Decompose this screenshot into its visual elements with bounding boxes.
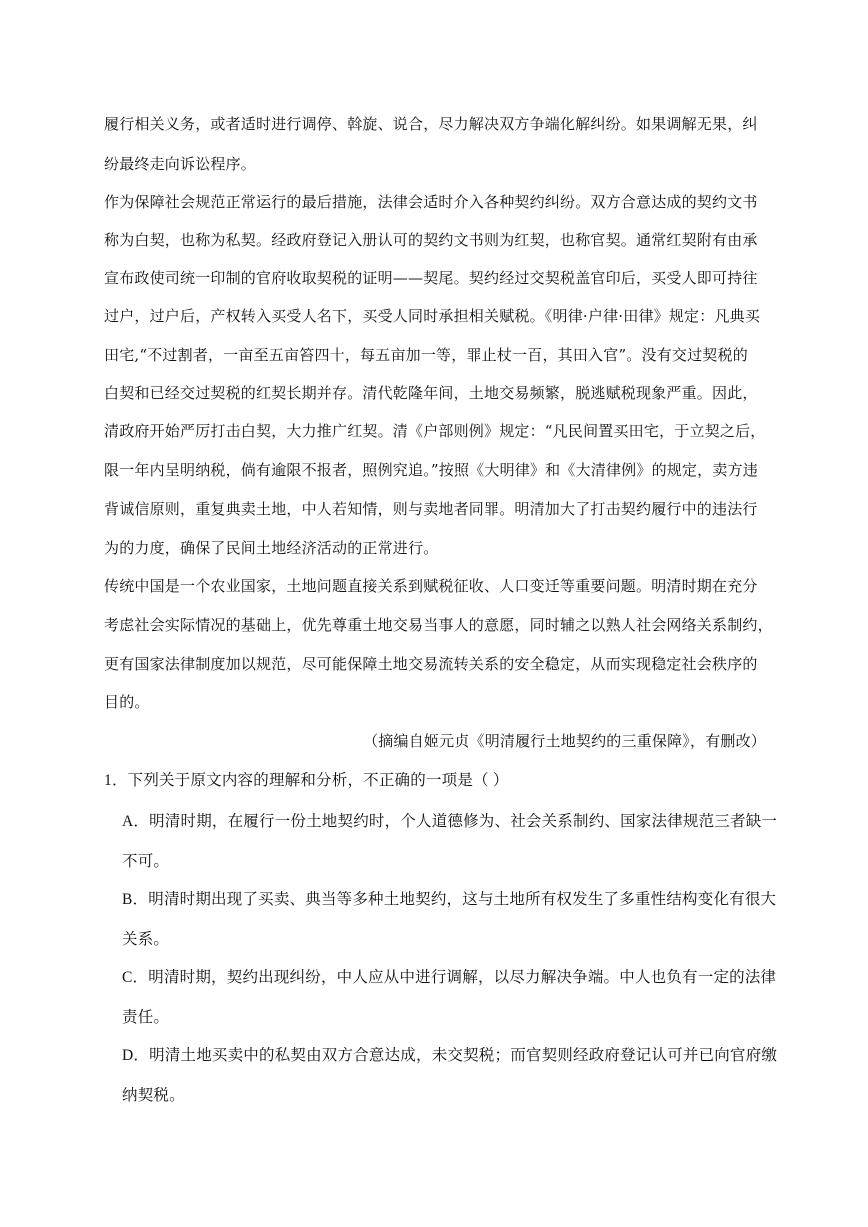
passage-line: 为的力度，确保了民间土地经济活动的正常进行。: [104, 539, 439, 557]
option-b-line-2[interactable]: 关系。: [122, 931, 170, 948]
option-b-line-1[interactable]: B．明清时期出现了买卖、典当等多种土地契约，这与土地所有权发生了多重性结构变化有很大: [122, 891, 777, 908]
passage-line: 目的。: [104, 693, 150, 711]
passage-line: 纷最终走向诉讼程序。: [104, 155, 257, 173]
passage-line: 履行相关义务，或者适时进行调停、斡旋、说合，尽力解决双方争端化解纠纷。如果调解无果，纠: [104, 115, 758, 133]
source-citation: （摘编自姬元贞《明清履行土地契约的三重保障》，有删改）: [363, 732, 766, 750]
option-d-line-1[interactable]: D．明清土地买卖中的私契由双方合意达成，未交契税；而官契则经政府登记认可并已向官府缴: [122, 1047, 778, 1064]
passage-line: 考虑社会实际情况的基础上，优先尊重土地交易当事人的意愿，同时辅之以熟人社会网络关系制约，: [104, 616, 773, 634]
question-stem: 1．下列关于原文内容的理解和分析，不正确的一项是（ ）: [104, 772, 509, 789]
passage-line: 限一年内呈明纳税，倘有逾限不报者，照例究追。”按照《大明律》和《大清律例》的规定，卖方违: [104, 461, 758, 479]
passage-line: 称为白契，也称为私契。经政府登记入册认可的契约文书则为红契，也称官契。通常红契附有由承: [104, 231, 758, 249]
passage-line: 田宅,“不过割者，一亩至五亩笞四十，每五亩加一等，罪止杖一百，其田入官”。没有交过契税的: [104, 346, 748, 364]
passage-line: 背诚信原则，重复典卖土地，中人若知情，则与卖地者同罪。明清加大了打击契约履行中的违法行: [104, 500, 758, 518]
option-c-line-1[interactable]: C．明清时期，契约出现纠纷，中人应从中进行调解，以尽力解决争端。中人也负有一定的法律: [122, 969, 777, 986]
option-a-line-2[interactable]: 不可。: [122, 853, 170, 870]
passage-line: 传统中国是一个农业国家，土地问题直接关系到赋税征收、人口变迁等重要问题。明清时期在充分: [104, 577, 758, 595]
passage-line: 作为保障社会规范正常运行的最后措施，法律会适时介入各种契约纠纷。双方合意达成的契约文书: [104, 193, 758, 211]
option-c-line-2[interactable]: 责任。: [122, 1009, 170, 1026]
passage-line: 过户，过户后，产权转入买受人名下，买受人同时承担相关赋税。《明律·户律·田律》规定：凡典买: [104, 307, 761, 325]
passage-line: 白契和已经交过契税的红契长期并存。清代乾隆年间，土地交易频繁，脱逃赋税现象严重。因此，: [104, 384, 758, 402]
option-a-line-1[interactable]: A．明清时期，在履行一份土地契约时，个人道德修为、社会关系制约、国家法律规范三者缺一: [122, 813, 778, 830]
passage-line: 宣布政使司统一印制的官府收取契税的证明——契尾。契约经过交契税盖官印后，买受人即可持往: [104, 269, 758, 287]
passage-line: 更有国家法律制度加以规范，尽可能保障土地交易流转关系的安全稳定，从而实现稳定社会秩序的: [104, 655, 758, 673]
passage-line: 清政府开始严厉打击白契，大力推广红契。清《户部则例》规定：“凡民间置买田宅，于立契之后，: [104, 422, 766, 440]
option-d-line-2[interactable]: 纳契税。: [122, 1087, 185, 1104]
